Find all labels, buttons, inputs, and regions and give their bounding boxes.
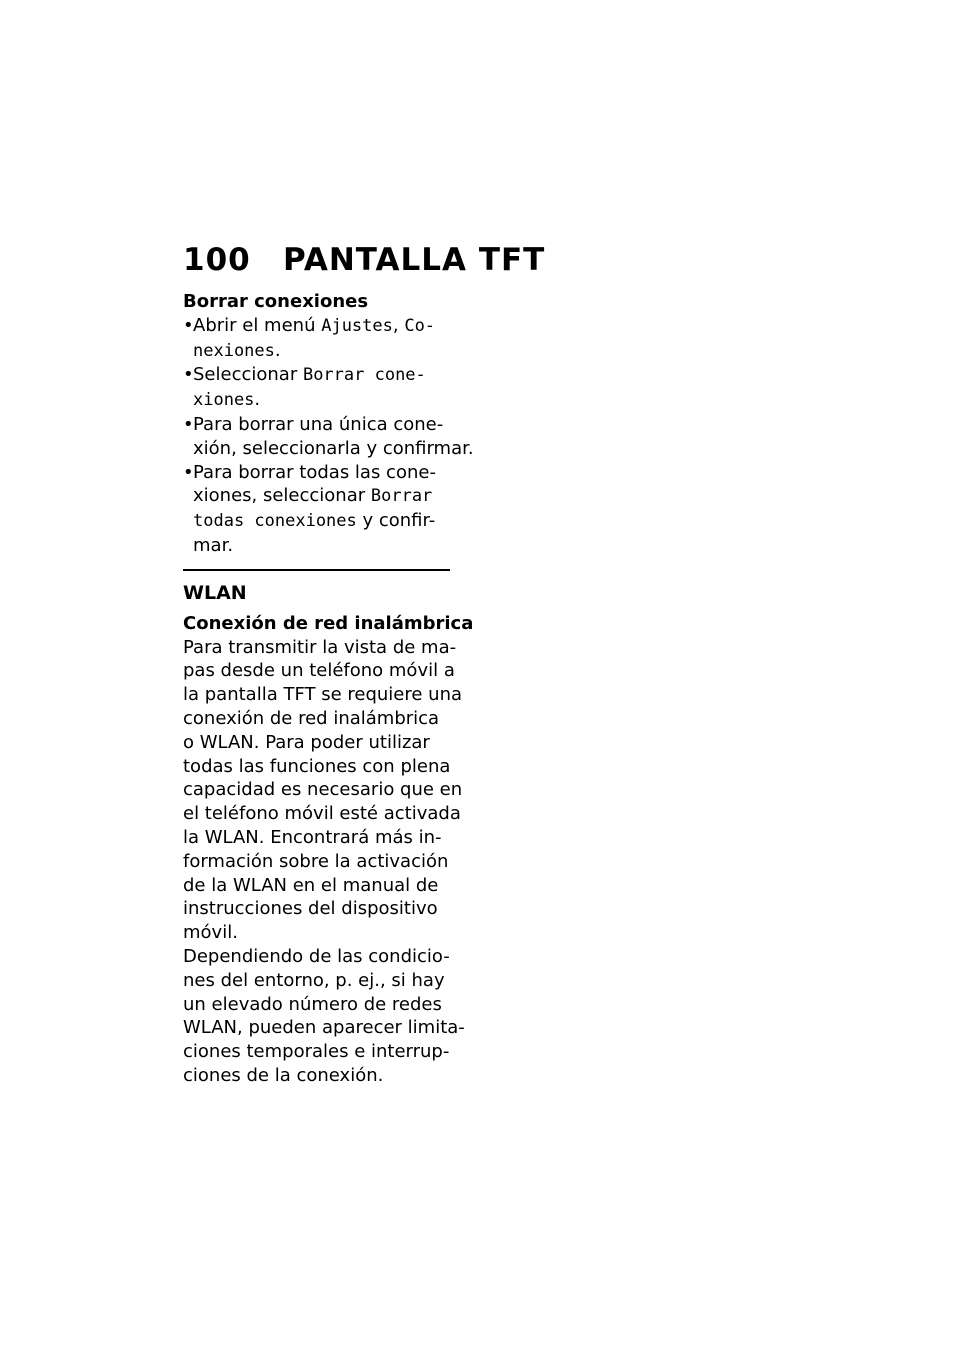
menu-term: todas conexiones [193,511,357,532]
bullet-icon: • [183,461,194,483]
section-divider [183,569,450,571]
section-heading-borrar: Borrar conexiones [183,291,369,312]
bullet-icon: • [183,364,194,386]
paragraph-wlan-intro: Para transmitir la vista de ma- pas desde un teléfono móvil a la pantalla TFT se requiere una conexión de red inalámbrica o WLAN. Para poder utilizar todas las funciones con plena capacidad es necesario que en el teléfono móvil esté activada la WLAN. Encontrará más in- formación sobre la activación de la WLAN en el manual de instrucciones del dispositivo móvil. [183,636,463,944]
menu-term: Ajustes [321,315,393,336]
section-title-wlan: WLAN [183,581,247,604]
menu-term: Borrar cone- [302,365,426,386]
chapter-title: PANTALLA TFT [283,242,546,278]
menu-term: xiones [193,390,255,411]
menu-term: Co- [404,315,436,336]
menu-term: Borrar [370,486,433,507]
bullet-icon: • [183,413,194,435]
paragraph-wlan-limitations: Dependiendo de las condicio- nes del entorno, p. ej., si hay un elevado número de redes WLAN, pueden aparecer limita- ciones temporales e interrup- ciones de la conexión. [183,945,465,1086]
page-number: 100 [183,242,251,278]
list-item: • Abrir el menú Ajustes, Co- nexiones. [183,314,436,361]
list-item: • Para borrar una única cone- xión, seleccionarla y confirmar. [183,413,474,459]
list-item: • Para borrar todas las cone- xiones, seleccionar Borrar todas conexiones y confir- mar. [183,461,436,556]
page-content [183,290,474,1088]
menu-term: nexiones [193,340,275,361]
list-item: • Seleccionar Borrar cone- xiones. [183,364,426,411]
bullet-icon: • [183,314,194,336]
subheading-wireless: Conexión de red inalámbrica [183,612,474,634]
